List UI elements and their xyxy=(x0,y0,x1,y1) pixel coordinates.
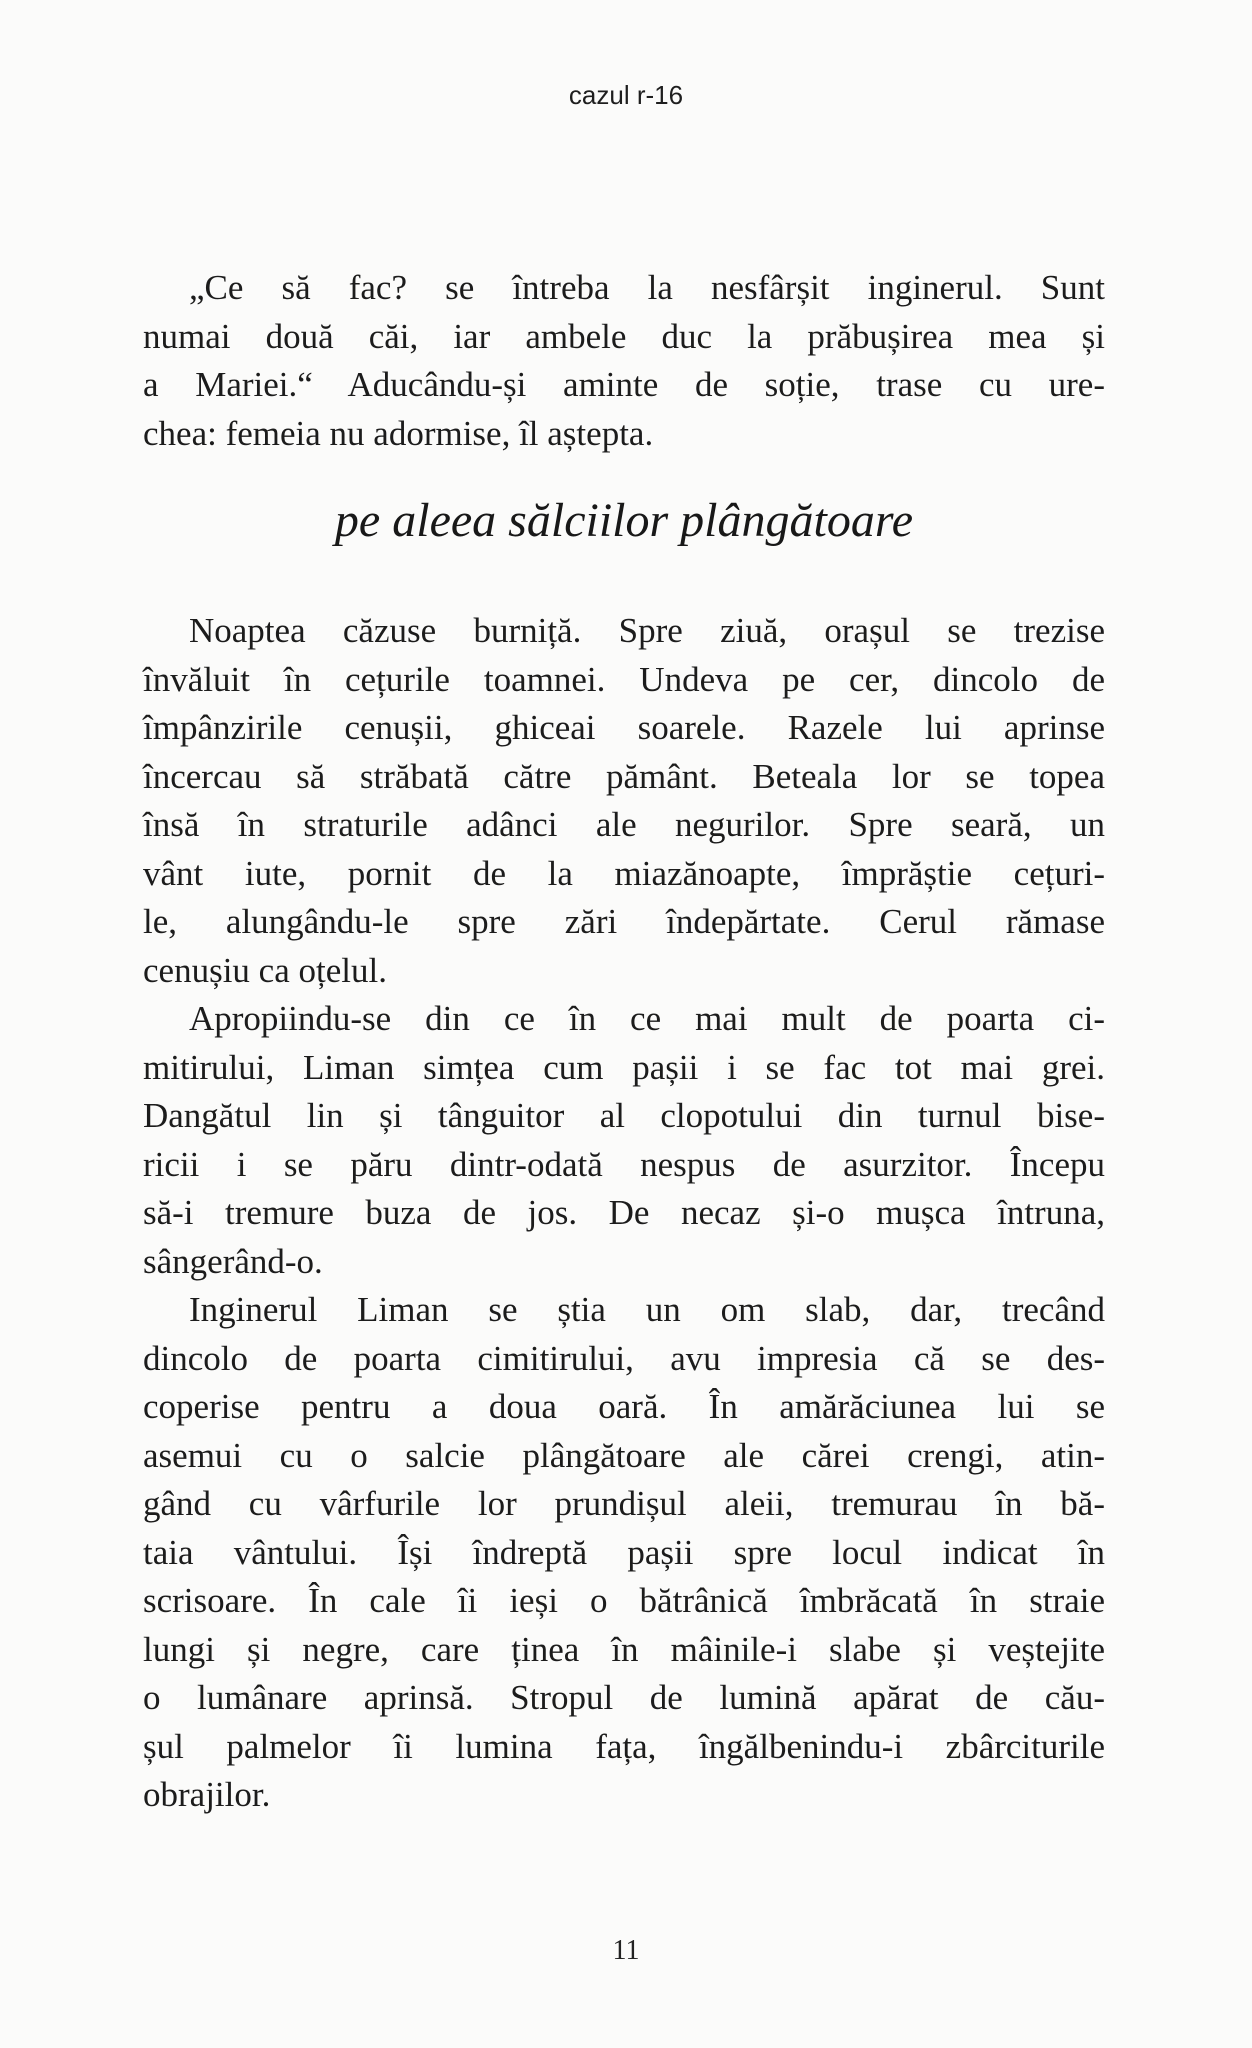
text-line: scrisoare. În cale îi ieși o bătrânică îmbrăcată în straie xyxy=(143,1581,1105,1620)
text-column xyxy=(143,264,1105,1820)
paragraph-2 xyxy=(143,607,1105,995)
text-line: asemui cu o salcie plângătoare ale cărei crengi, atin- xyxy=(143,1435,1105,1475)
paragraph-1 xyxy=(143,264,1105,458)
text-line: taia vântului. Își îndreptă pașii spre locul indicat în xyxy=(143,1532,1105,1572)
text-line: încercau să străbată către pământ. Beteala lor se topea xyxy=(143,756,1105,796)
text-line: o lumânare aprinsă. Stropul de lumină apărat de cău- xyxy=(143,1678,1105,1717)
text-line: obrajilor. xyxy=(143,1775,271,1814)
text-line: ricii i se păru dintr-odată nespus de asurzitor. Începu xyxy=(143,1144,1105,1184)
text-line: chea: femeia nu adormise, îl aștepta. xyxy=(143,413,654,453)
section-heading: pe aleea sălciilor plângătoare xyxy=(334,494,914,547)
text-line: vânt iute, pornit de la miazănoapte, împrăștie cețuri- xyxy=(143,853,1105,893)
text-line: învăluit în cețurile toamnei. Undeva pe cer, dincolo de xyxy=(143,659,1105,699)
text-line: Noaptea căzuse burniță. Spre ziuă, orașul se trezise xyxy=(189,611,1105,650)
text-line: Dangătul lin și tânguitor al clopotului din turnul bise- xyxy=(143,1096,1105,1135)
text-line: coperise pentru a doua oară. În amărăciunea lui se xyxy=(143,1387,1105,1426)
text-line: gând cu vârfurile lor prundișul aleii, tremurau în bă- xyxy=(143,1484,1105,1523)
text-line: dincolo de poarta cimitirului, avu impresia că se des- xyxy=(143,1338,1105,1378)
text-line: șul palmelor îi lumina fața, îngălbenindu-i zbârciturile xyxy=(143,1726,1105,1766)
running-header: cazul r-16 xyxy=(568,80,684,110)
text-line: Inginerul Liman se știa un om slab, dar, trecând xyxy=(189,1290,1105,1329)
text-line: să-i tremure buza de jos. De necaz și-o mușca întruna, xyxy=(143,1193,1105,1232)
text-line: „Ce să fac? se întreba la nesfârșit inginerul. Sunt xyxy=(189,268,1105,307)
text-line: a Mariei.“ Aducându-și aminte de soție, trase cu ure- xyxy=(143,365,1105,404)
text-line: Apropiindu-se din ce în ce mai mult de poarta ci- xyxy=(189,999,1105,1038)
text-line: sângerând-o. xyxy=(143,1241,323,1281)
page-number: 11 xyxy=(612,1935,640,1966)
paragraph-3 xyxy=(143,995,1105,1286)
text-line: împânzirile cenușii, ghiceai soarele. Razele lui aprinse xyxy=(143,708,1105,747)
text-line: lungi și negre, care ținea în mâinile-i slabe și veștejite xyxy=(143,1629,1105,1669)
text-line: însă în straturile adânci ale negurilor. Spre seară, un xyxy=(143,805,1105,844)
text-line: numai două căi, iar ambele duc la prăbușirea mea și xyxy=(143,316,1105,356)
text-line: mitirului, Liman simțea cum pașii i se fac tot mai grei. xyxy=(143,1047,1105,1087)
text-line: cenușiu ca oțelul. xyxy=(143,950,387,990)
paragraph-4 xyxy=(143,1286,1105,1820)
text-line: le, alungându-le spre zări îndepărtate. Cerul rămase xyxy=(143,902,1105,941)
